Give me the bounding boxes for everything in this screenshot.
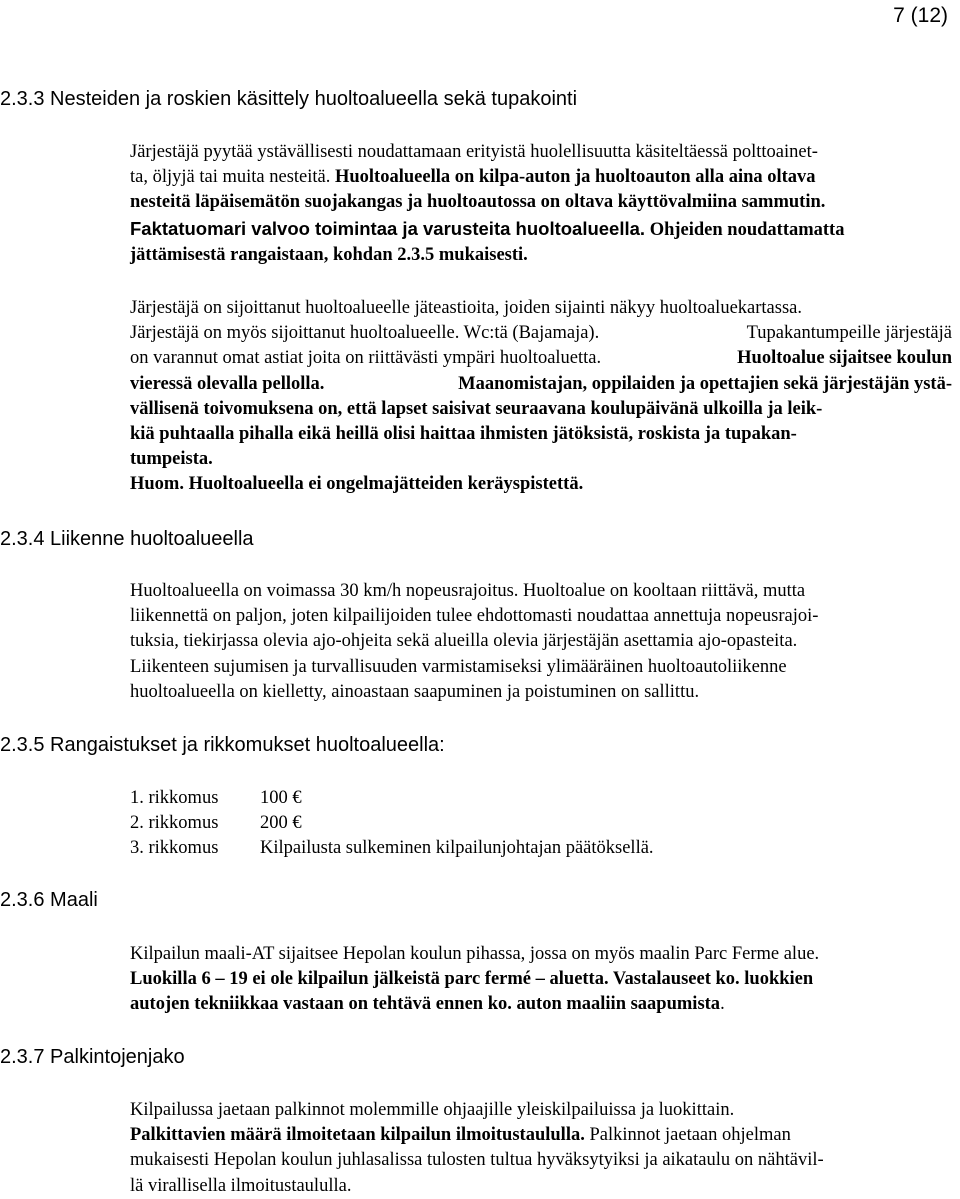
text-line: Faktatuomari valvoo toimintaa ja varusteita huoltoalueella. Ohjeiden noudattamatta	[130, 217, 845, 240]
text-line: kiä puhtaalla pihalla eikä heillä olisi haittaa ihmisten jätöksistä, roskista ja tupakan-	[130, 424, 797, 445]
waste-handling-paragraph	[130, 140, 952, 268]
section-heading-2-3-7: 2.3.7 Palkintojenjako	[0, 1046, 185, 1068]
text-line: Järjestäjä pyytää ystävällisesti noudattamaan erityistä huolellisuutta käsiteltäessä polttoainet-	[130, 142, 818, 162]
text-line: Kilpailussa jaetaan palkinnot molemmille ohjaajille yleiskilpailuissa ja luokittain.	[130, 1100, 735, 1120]
penalty-list	[130, 786, 952, 862]
text-line: jättämisestä rangaistaan, kohdan 2.3.5 mukaisesti.	[130, 244, 528, 265]
penalty-value: 100 €	[260, 788, 302, 808]
text-line: autojen tekniikkaa vastaan on tehtävä ennen ko. auton maaliin saapumista.	[130, 994, 725, 1015]
text-line: mukaisesti Hepolan koulun juhlasalissa tulosten tultua hyväksytyiksi ja aikataulu on nähtävil-	[130, 1150, 824, 1171]
text-line: vieressä olevalla pellolla. Maanomistajan, oppilaiden ja opettajien sekä järjestäjän ystä-	[130, 373, 952, 394]
penalty-label: 1. rikkomus	[130, 788, 219, 808]
penalty-value: 200 €	[260, 813, 302, 834]
text-line: lä virallisella ilmoitustaululla.	[130, 1175, 352, 1196]
section-heading-2-3-6: 2.3.6 Maali	[0, 889, 98, 911]
page-number: 7 (12)	[893, 4, 948, 27]
text-line: Järjestäjä on myös sijoittanut huoltoalueelle. Wc:tä (Bajamaja). Tupakantumpeille järjestäjä	[130, 323, 952, 344]
penalty-row	[130, 836, 952, 861]
penalty-label: 2. rikkomus	[130, 813, 219, 834]
text-line: Järjestäjä on sijoittanut huoltoalueelle jäteastioita, joiden sijainti näkyy huoltoaluekartassa.	[130, 298, 802, 318]
text-line: Liikenteen sujumisen ja turvallisuuden varmistamiseksi ylimääräinen huoltoautoliikenne	[130, 656, 787, 677]
prize-paragraph	[130, 1098, 952, 1199]
text-line: Palkittavien määrä ilmoitetaan kilpailun ilmoitustaululla. Palkinnot jaetaan ohjelman	[130, 1125, 791, 1146]
text-line: tumpeista.	[130, 449, 213, 470]
section-heading-2-3-5: 2.3.5 Rangaistukset ja rikkomukset huoltoalueella:	[0, 734, 445, 756]
penalty-label: 3. rikkomus	[130, 838, 219, 859]
text-line: ta, öljyjä tai muita nesteitä. Huoltoalueella on kilpa-auton ja huoltoauton alla aina oltava	[130, 167, 816, 188]
text-line: on varannut omat astiat joita on riittävästi ympäri huoltoaluetta. Huoltoalue sijaitsee koulun	[130, 348, 952, 369]
finish-paragraph	[130, 942, 952, 1018]
traffic-paragraph	[130, 579, 952, 705]
penalty-row	[130, 786, 952, 811]
section-heading-2-3-4: 2.3.4 Liikenne huoltoalueella	[0, 528, 254, 550]
text-line: tuksia, tiekirjassa olevia ajo-ohjeita sekä alueilla olevia järjestäjän asettamia ajo-opasteita.	[130, 631, 798, 652]
text-line: Kilpailun maali-AT sijaitsee Hepolan koulun pihassa, jossa on myös maalin Parc Ferme alue.	[130, 944, 820, 964]
text-line: huoltoalueella on kielletty, ainoastaan saapuminen ja poistuminen on sallittu.	[130, 681, 700, 702]
section-heading-2-3-3: 2.3.3 Nesteiden ja roskien käsittely huoltoalueella sekä tupakointi	[0, 88, 578, 110]
text-line: nesteitä läpäisemätön suojakangas ja huoltoautossa on oltava käyttövalmiina sammutin.	[130, 192, 826, 213]
text-line: Huoltoalueella on voimassa 30 km/h nopeusrajoitus. Huoltoalue on kooltaan riittävä, mutta	[130, 581, 806, 601]
penalty-row	[130, 811, 952, 836]
text-line: vällisenä toivomuksena on, että lapset saisivat seuraavana koulupäivänä ulkoilla ja leik-	[130, 398, 823, 419]
penalty-value: Kilpailusta sulkeminen kilpailunjohtajan päätöksellä.	[260, 838, 654, 859]
text-line: Luokilla 6 – 19 ei ole kilpailun jälkeistä parc fermé – aluetta. Vastalauseet ko. luokkien	[130, 969, 814, 990]
text-line: liikennettä on paljon, joten kilpailijoiden tulee ehdottomasti noudattaa annettuja nopeusrajoi-	[130, 606, 819, 627]
waste-bins-paragraph	[130, 296, 952, 498]
text-line: Huom. Huoltoalueella ei ongelmajätteiden keräyspistettä.	[130, 474, 584, 495]
